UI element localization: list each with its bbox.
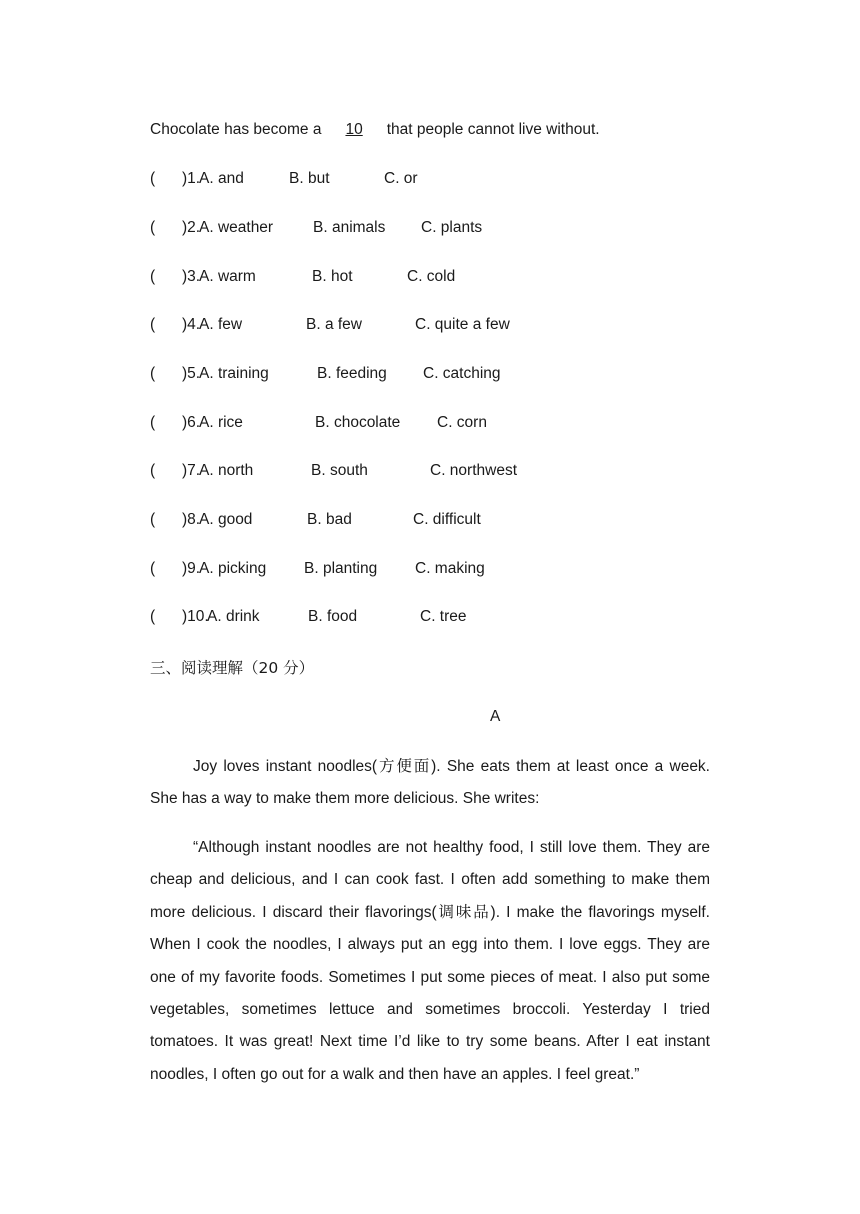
- option-b: B. animals: [313, 219, 386, 236]
- option-a: A. good: [199, 511, 253, 528]
- option-a: A. and: [199, 170, 244, 187]
- option-b: B. but: [289, 170, 330, 187]
- option-c: C. cold: [407, 268, 456, 285]
- answer-paren[interactable]: (: [150, 608, 156, 625]
- answer-paren[interactable]: (: [150, 511, 156, 528]
- option-b: B. a few: [306, 316, 362, 333]
- option-b: B. bad: [307, 511, 352, 528]
- question-number: )8.: [182, 511, 201, 528]
- answer-paren[interactable]: (: [150, 414, 156, 431]
- question-number: )4.: [182, 316, 201, 333]
- option-c: C. tree: [420, 608, 467, 625]
- passage-label: A: [490, 708, 501, 725]
- question-number: )10.: [182, 608, 209, 625]
- answer-paren[interactable]: (: [150, 170, 156, 187]
- section-heading: 三、阅读理解（20 分）: [150, 659, 315, 677]
- blank-10: [321, 121, 386, 139]
- option-c: C. plants: [421, 219, 483, 236]
- answer-paren[interactable]: (: [150, 219, 156, 236]
- question-number: )2.: [182, 219, 201, 236]
- answer-paren[interactable]: (: [150, 462, 156, 479]
- question-number: )7.: [182, 462, 201, 479]
- option-c: C. catching: [423, 365, 501, 382]
- answer-paren[interactable]: (: [150, 560, 156, 577]
- paragraph-1-text: Joy loves instant noodles(方便面). She eats them at least once a week. She has a way to make them more delicious. She writes:: [150, 758, 710, 808]
- option-a: A. weather: [199, 219, 274, 236]
- intro-sentence: [150, 121, 600, 139]
- answer-paren[interactable]: (: [150, 268, 156, 285]
- question-number: )6.: [182, 414, 201, 431]
- option-c: C. making: [415, 560, 485, 577]
- question-number: )3.: [182, 268, 201, 285]
- option-c: C. corn: [437, 414, 487, 431]
- option-b: B. food: [308, 608, 358, 625]
- option-a: A. drink: [207, 608, 260, 625]
- intro-after: that people cannot live without.: [386, 121, 600, 138]
- option-b: B. south: [311, 462, 368, 479]
- question-number: )1.: [182, 170, 201, 187]
- option-b: B. feeding: [317, 365, 387, 382]
- option-a: A. rice: [199, 414, 243, 431]
- blank-number: 10: [345, 121, 363, 138]
- option-c: C. difficult: [413, 511, 481, 528]
- option-a: A. few: [199, 316, 243, 333]
- option-a: A. training: [199, 365, 269, 382]
- option-c: C. or: [384, 170, 418, 187]
- question-number: )9.: [182, 560, 201, 577]
- option-b: B. chocolate: [315, 414, 401, 431]
- option-a: A. picking: [199, 560, 267, 577]
- question-number: )5.: [182, 365, 201, 382]
- option-a: A. north: [199, 462, 254, 479]
- option-c: C. northwest: [430, 462, 518, 479]
- option-c: C. quite a few: [415, 316, 510, 333]
- answer-paren[interactable]: (: [150, 316, 156, 333]
- option-a: A. warm: [199, 268, 256, 285]
- paragraph-1: [150, 751, 710, 816]
- paragraph-2: [150, 832, 710, 1091]
- intro-before: Chocolate has become a: [150, 121, 322, 138]
- option-b: B. planting: [304, 560, 378, 577]
- option-b: B. hot: [312, 268, 353, 285]
- paragraph-2-text: “Although instant noodles are not healthy food, I still love them. They are cheap and delicious, and I can cook fast. I often add something to make them more delicious. I discard their flavorings(调味品). I make the flavorings myself. When I cook the noodles, I always put an egg into them. I love eggs. They are one of my favorite foods. Sometimes I put some pieces of meat. I also put some vegetables, sometimes lettuce and sometimes broccoli. Yesterday I tried tomatoes. It was great! Next time I’d like to try some beans. After I eat instant noodles, I often go out for a walk and then have an apples. I feel great.”: [150, 839, 710, 1083]
- answer-paren[interactable]: (: [150, 365, 156, 382]
